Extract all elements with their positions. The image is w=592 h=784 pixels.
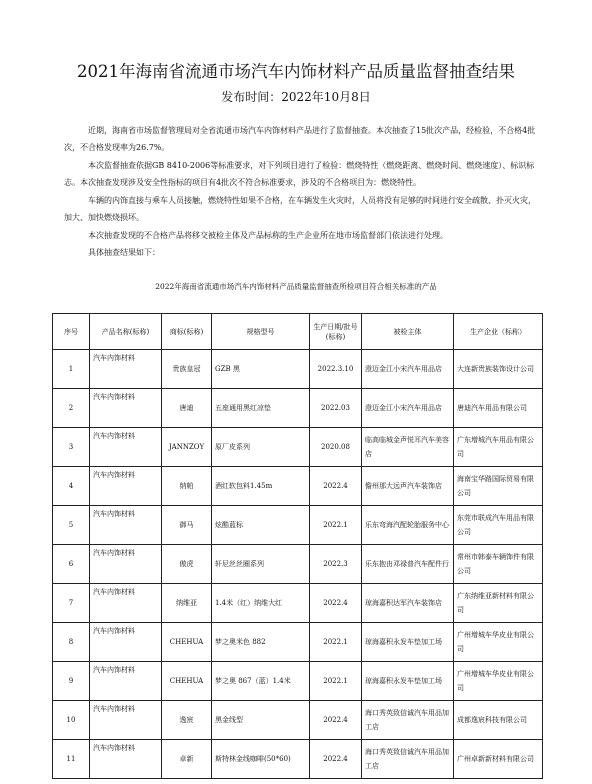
document-title: 2021年海南省流通市场汽车内饰材料产品质量监督抽查结果 [77,62,515,81]
cell-model: 黑金线型 [212,701,310,740]
cell-row-index: 1 [53,350,90,389]
cell-row-index: 2 [53,389,90,428]
cell-brand: CHEHUA [162,662,212,701]
cell-brand: CHEHUA [162,623,212,662]
results-lead-paragraph: 具体抽查结果如下： [88,248,160,257]
cell-manufacturer: 广东增城汽车用品有限公司 [454,428,543,467]
cell-inspected-entity: 儋州那大远声汽车装饰店 [362,467,454,506]
cell-product-name: 汽车内饰材料 [90,584,162,623]
cell-inspected-entity: 琼海嘉积永发车垫加工场 [362,662,454,701]
handling-paragraph: 本次抽查发现的不合格产品将移交被检主体及产品标称的生产企业所在地市场监督部门依法进行处理。 [88,231,448,240]
cell-model: 斯特林金线咖啡(50*60) [212,740,310,779]
cell-inspected-entity: 琼海嘉积达军汽车装饰店 [362,584,454,623]
table-row [53,428,543,467]
table-row [53,389,543,428]
table-row [53,545,543,584]
cell-production-date: 2022.1 [310,623,362,662]
cell-inspected-entity: 乐东抱由邓禄普汽车配件行 [362,545,454,584]
table-body [53,350,543,779]
cell-product-name: 汽车内饰材料 [90,506,162,545]
cell-model: 1.4米（红）纳维大红 [212,584,310,623]
cell-manufacturer: 广州卓新新材料有限公司 [454,740,543,779]
risk-paragraph: 车辆的内饰直接与乘车人员接触，燃烧特性如果不合格，在车辆发生火灾时，人员将没有足够的时间进行安全疏散、扑灭火灾，加大、加快燃烧损坏。 [64,196,536,222]
cell-production-date: 2022.1 [310,506,362,545]
cell-production-date: 2022.4 [310,701,362,740]
header-production-date: 生产日期/批号(标称) [310,314,362,350]
cell-manufacturer: 广州增城车华皮业有限公司 [454,623,543,662]
cell-row-index: 11 [53,740,90,779]
cell-manufacturer: 常州市韩泰车辆饰件有限公司 [454,545,543,584]
cell-manufacturer: 广州增城车华皮业有限公司 [454,662,543,701]
cell-inspected-entity: 澄迈金江小宋汽车用品店 [362,350,454,389]
cell-manufacturer: 广东纳维亚新材料有限公司 [454,584,543,623]
cell-inspected-entity: 澄迈金江小宋汽车用品店 [362,389,454,428]
cell-brand: 唐迪 [162,389,212,428]
cell-row-index: 5 [53,506,90,545]
cell-production-date: 2020.08 [310,428,362,467]
table-row [53,350,543,389]
cell-product-name: 汽车内饰材料 [90,740,162,779]
cell-model: 梦之奥米色 882 [212,623,310,662]
cell-row-index: 9 [53,662,90,701]
cell-row-index: 8 [53,623,90,662]
header-index: 序号 [53,314,90,350]
table-row [53,467,543,506]
cell-brand: 纳维亚 [162,584,212,623]
header-product-name: 产品名称(标称) [90,314,162,350]
intro-paragraph: 近期，海南省市场监督管理局对全省流通市场汽车内饰材料产品进行了监督抽查。本次抽查了15批次产品，经检验，不合格4批次，不合格发现率为26.7%。 [64,126,536,152]
table-row [53,701,543,740]
table-row [53,623,543,662]
table-caption: 2022年海南省流通市场汽车内饰材料产品质量监督抽查所检项目符合相关标准的产品 [155,282,437,291]
cell-production-date: 2022.03 [310,389,362,428]
cell-product-name: 汽车内饰材料 [90,428,162,467]
cell-production-date: 2022.4 [310,584,362,623]
table-row [53,506,543,545]
standard-paragraph: 本次监督抽查依据GB 8410-2006等标准要求，对下列项目进行了检验：燃烧特性（燃烧距离、燃烧时间、燃烧速度）、标识标志。本次抽查发现涉及安全性指标的项目有4批次不符合标准要求，涉及的不合格项目为：燃烧特性。 [64,161,535,187]
cell-model: 梦之奥 867（蓝）1.4米 [212,662,310,701]
cell-product-name: 汽车内饰材料 [90,623,162,662]
cell-manufacturer: 东莞市联成汽车用品有限公司 [454,506,543,545]
cell-manufacturer: 海南宝华路国际贸易有限公司 [454,467,543,506]
table-row [53,584,543,623]
table-row [53,740,543,779]
cell-model: 原厂皮系列 [212,428,310,467]
cell-product-name: 汽车内饰材料 [90,389,162,428]
cell-brand: 御马 [162,506,212,545]
cell-production-date: 2022.1 [310,662,362,701]
cell-model: 轩尼丝丝圈系列 [212,545,310,584]
cell-production-date: 2022.4 [310,467,362,506]
publish-date: 发布时间：2022年10月8日 [221,90,371,104]
cell-manufacturer: 成都逸宸科技有限公司 [454,701,543,740]
cell-row-index: 7 [53,584,90,623]
cell-brand: 逸宸 [162,701,212,740]
cell-product-name: 汽车内饰材料 [90,701,162,740]
table-header-row [53,314,543,350]
header-brand: 商标(标称) [162,314,212,350]
cell-model: 五座通用黑红凉垫 [212,389,310,428]
cell-inspected-entity: 海口秀英致信诚汽车用品加工店 [362,701,454,740]
cell-inspected-entity: 临高临城金声悦耳汽车美容店 [362,428,454,467]
cell-brand: JANNZOY [162,428,212,467]
cell-inspected-entity: 海口秀英致信诚汽车用品加工店 [362,740,454,779]
cell-manufacturer: 唐迪汽车用品有限公司 [454,389,543,428]
table-row [53,662,543,701]
cell-inspected-entity: 琼海嘉积永发车垫加工场 [362,623,454,662]
cell-production-date: 2022.3 [310,545,362,584]
cell-production-date: 2022.3.10 [310,350,362,389]
cell-brand: 贵族皇冠 [162,350,212,389]
header-model: 规格型号 [212,314,310,350]
header-inspected-entity: 被检主体 [362,314,454,350]
cell-model: 酒红软包料1.45m [212,467,310,506]
cell-product-name: 汽车内饰材料 [90,662,162,701]
cell-product-name: 汽车内饰材料 [90,467,162,506]
cell-row-index: 3 [53,428,90,467]
cell-row-index: 6 [53,545,90,584]
cell-row-index: 4 [53,467,90,506]
cell-brand: 纳帕 [162,467,212,506]
results-table [52,313,543,779]
cell-product-name: 汽车内饰材料 [90,545,162,584]
cell-model: 炫酷蓝标 [212,506,310,545]
cell-product-name: 汽车内饰材料 [90,350,162,389]
cell-production-date: 2022.4 [310,740,362,779]
cell-inspected-entity: 乐东弯海汽配轮胎服务中心 [362,506,454,545]
header-manufacturer: 生产企业（标称） [454,314,543,350]
cell-brand: 卓新 [162,740,212,779]
cell-row-index: 10 [53,701,90,740]
cell-manufacturer: 大连新贵族装饰设计公司 [454,350,543,389]
cell-brand: 傲虎 [162,545,212,584]
cell-model: GZB 黑 [212,350,310,389]
